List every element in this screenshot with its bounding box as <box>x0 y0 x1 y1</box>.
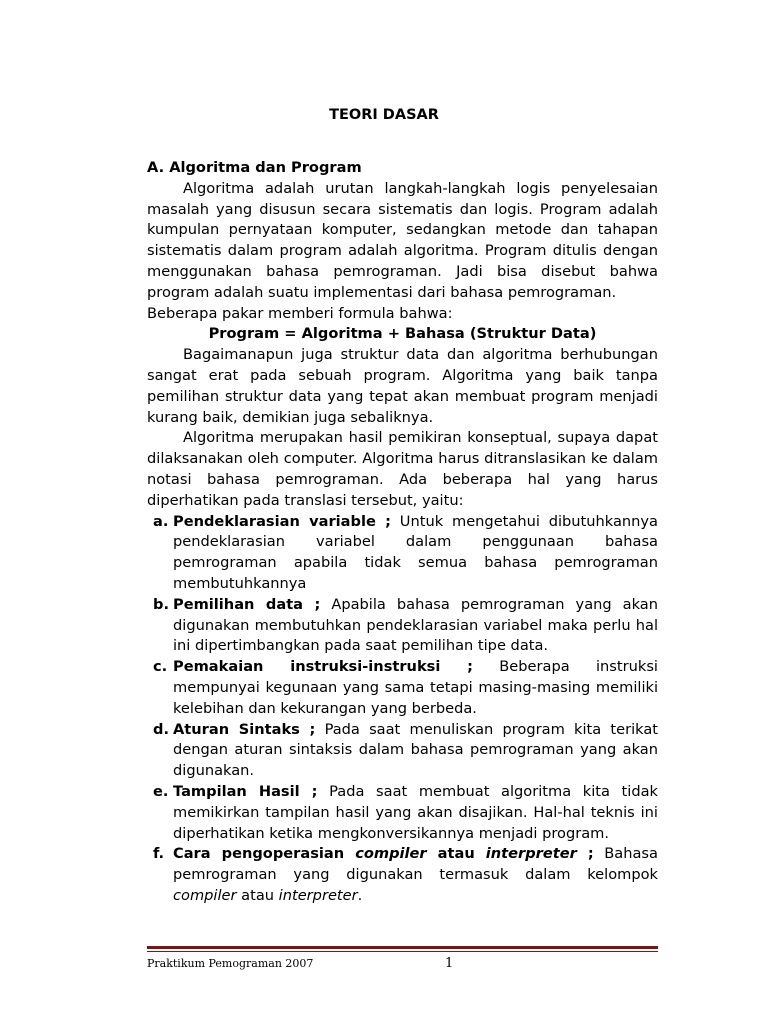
formula: Program = Algoritma + Bahasa (Struktur Data) <box>208 325 597 343</box>
list-item-term: Pendeklarasian variable ; <box>173 512 391 530</box>
list-item-desc-italic: interpreter <box>278 886 358 904</box>
footer-text: Praktikum Pemograman 2007 <box>147 957 314 970</box>
page-number: 1 <box>445 956 454 971</box>
paragraph-4: Algoritma merupakan hasil pemikiran konseptual, supaya dapat dilaksanakan oleh computer. Algoritma harus ditranslasikan ke dalam notasi bahasa pemrograman. Ada beberapa hal yang harus diperhatikan pada translasi tersebut, yaitu: <box>147 429 658 509</box>
list-item <box>147 782 658 844</box>
list-item-term-italic: compiler <box>355 845 427 863</box>
list-item-desc: Apabila bahasa pemrograman yang akan digunakan membutuhkan pendeklarasian variabel maka perlu hal ini dipertimbangkan pada saat pemilihan tipe data. <box>173 595 658 655</box>
paragraph-2: Beberapa pakar memberi formula bahwa: <box>147 304 453 322</box>
list-item-term: Cara pengoperasian <box>173 845 356 863</box>
footer-rule-thick <box>147 946 658 949</box>
list-item-term: Tampilan Hasil ; <box>173 782 318 800</box>
list-item-term-italic: interpreter <box>485 845 577 863</box>
list-item-term: ; <box>576 845 594 863</box>
document-body <box>147 158 658 907</box>
paragraph-1: Algoritma adalah urutan langkah-langkah logis penyelesaian masalah yang disusun secara sistematis dan logis. Program adalah kumpulan pernyataan komputer, sedangkan metode dan tahapan sistematis dalam program adalah algoritma. Program ditulis dengan menggunakan bahasa pemrograman. Jadi bisa disebut bahwa program adalah suatu implementasi dari bahasa pemrograman. <box>147 179 658 301</box>
list-marker: f. <box>153 845 165 863</box>
list-item <box>147 512 658 595</box>
list-marker: b. <box>153 595 169 613</box>
list-item-desc: Pada saat menuliskan program kita terikat dengan aturan sintaksis dalam bahasa pemrograman yang akan digunakan. <box>173 720 658 780</box>
list-item-term: Pemilihan data ; <box>173 595 321 613</box>
page-footer <box>147 956 658 974</box>
list-item-desc: Pada saat membuat algoritma kita tidak memikirkan tampilan hasil yang akan disajikan. Hal-hal teknis ini diperhatikan ketika mengkonversikannya menjadi program. <box>173 782 658 842</box>
page-title: TEORI DASAR <box>329 107 439 123</box>
translation-list <box>147 512 658 907</box>
list-item-desc: Untuk mengetahui dibutuhkannya pendeklarasian variabel dalam penggunaan bahasa pemrograman apabila tidak semua bahasa pemrograman membutuhkannya <box>173 512 658 592</box>
section-heading: A. Algoritma dan Program <box>147 159 362 176</box>
list-item <box>147 720 658 782</box>
list-item <box>147 657 658 719</box>
list-item <box>147 595 658 657</box>
paragraph-3: Bagaimanapun juga struktur data dan algoritma berhubungan sangat erat pada sebuah program. Algoritma yang baik tanpa pemilihan struktur data yang tepat akan membuat program menjadi kurang baik, demikian juga sebaliknya. <box>147 346 658 426</box>
list-item-desc: atau <box>236 886 279 904</box>
list-item <box>147 844 658 906</box>
list-marker: d. <box>153 720 169 738</box>
list-marker: e. <box>153 782 169 800</box>
list-item-term: Pemakaian instruksi-instruksi ; <box>173 658 473 676</box>
list-item-desc: Beberapa instruksi mempunyai kegunaan yang sama tetapi masing-masing memiliki kelebihan dan kekurangan yang berbeda. <box>173 658 658 717</box>
footer-rule-thin <box>147 951 658 952</box>
list-item-term: atau <box>426 845 486 863</box>
list-marker: a. <box>153 512 169 530</box>
list-item-desc: Bahasa pemrograman yang digunakan termasuk dalam kelompok <box>173 845 658 884</box>
list-item-desc: . <box>357 886 363 904</box>
list-item-desc-italic: compiler <box>173 886 237 904</box>
list-item-term: Aturan Sintaks ; <box>173 720 316 738</box>
list-marker: c. <box>153 658 168 676</box>
